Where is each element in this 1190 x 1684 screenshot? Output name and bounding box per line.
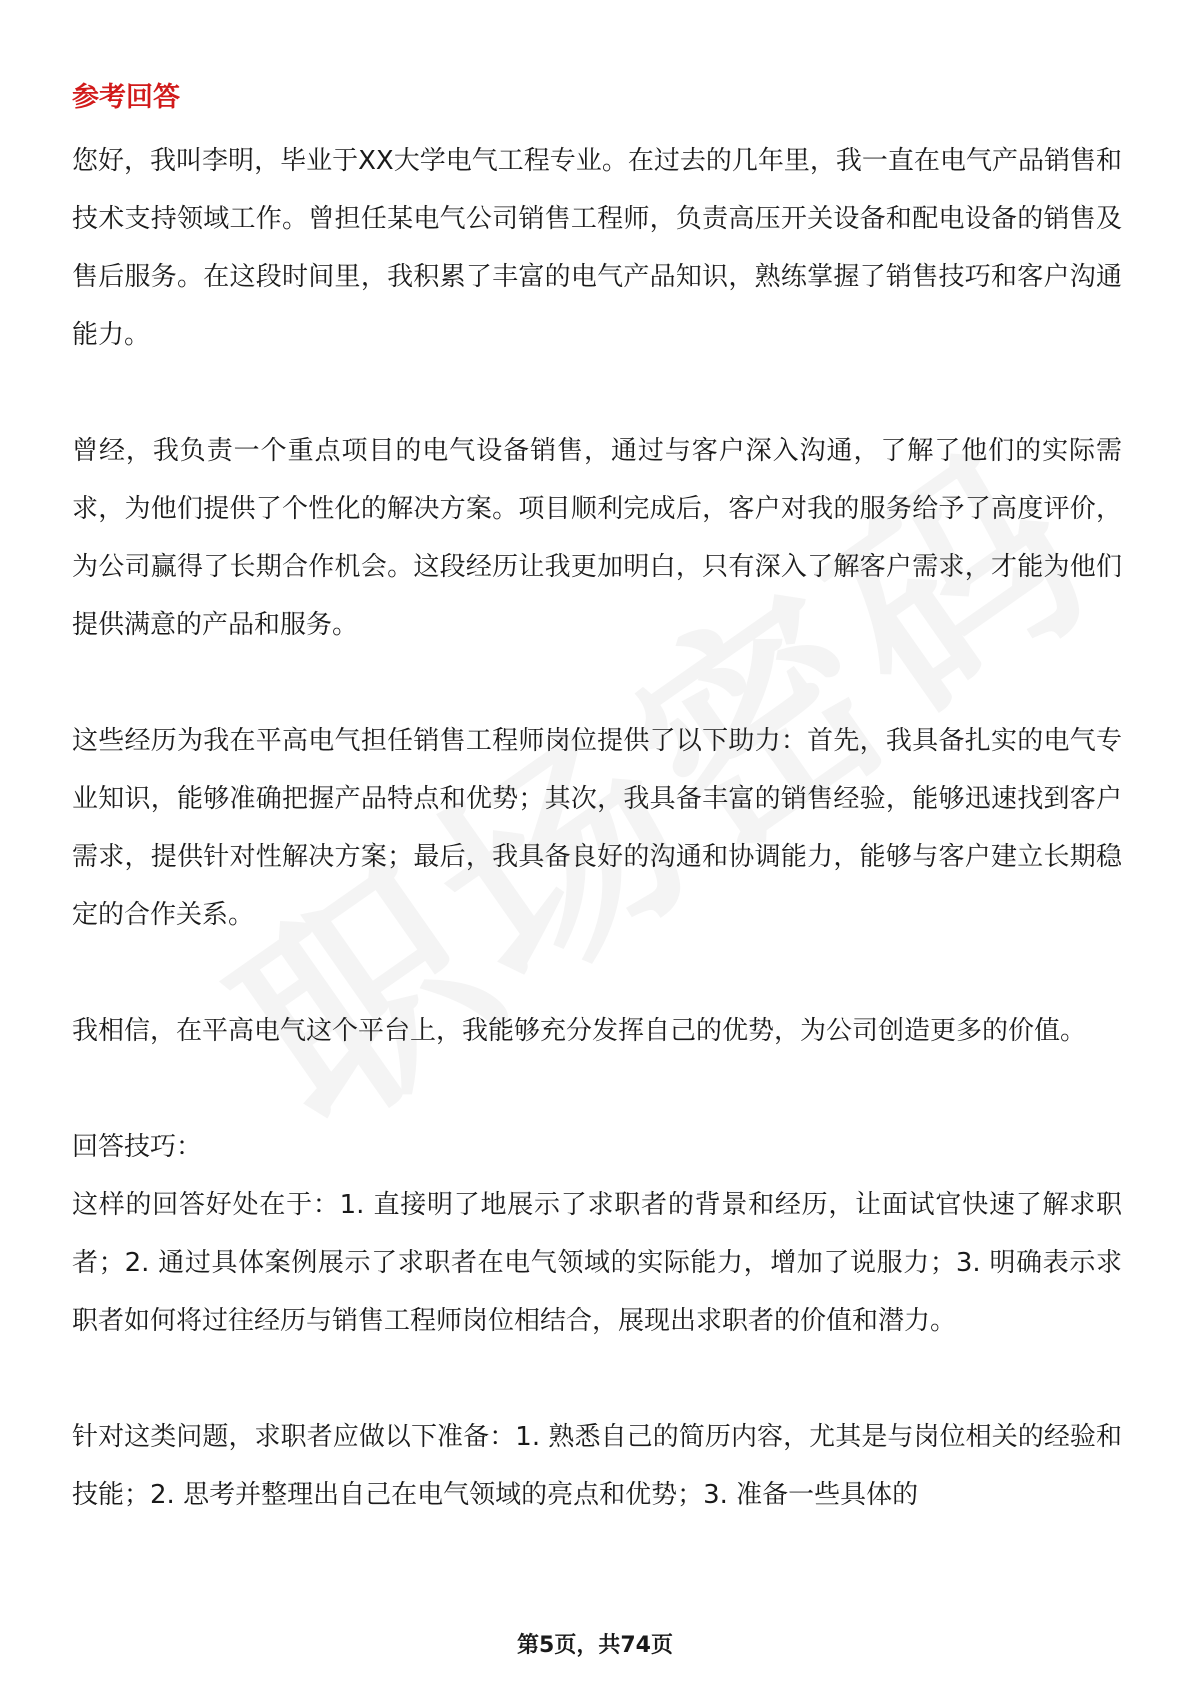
tips-label: 回答技巧： xyxy=(72,1132,203,1162)
document-body xyxy=(72,78,1122,1524)
paragraph-advantages: 这些经历为我在平高电气担任销售工程师岗位提供了以下助力：首先，我具备扎实的电气专业知识，能够准确把握产品特点和优势；其次，我具备丰富的销售经验，能够迅速找到客户需求，提供针对性解决方案；最后，我具备良好的沟通和协调能力，能够与客户建立长期稳定的合作关系。 xyxy=(72,726,1122,930)
paragraph-conclusion: 我相信，在平高电气这个平台上，我能够充分发挥自己的优势，为公司创造更多的价值。 xyxy=(72,1016,1087,1046)
page-number: 第5页，共74页 xyxy=(517,1633,673,1658)
preparation-text: 针对这类问题，求职者应做以下准备：1. 熟悉自己的简历内容，尤其是与岗位相关的经验和技能；2. 思考并整理出自己在电气领域的亮点和优势；3. 准备一些具体的 xyxy=(72,1422,1122,1510)
paragraph-intro: 您好，我叫李明，毕业于XX大学电气工程专业。在过去的几年里，我一直在电气产品销售和技术支持领域工作。曾担任某电气公司销售工程师，负责高压开关设备和配电设备的销售及售后服务。在这段时间里，我积累了丰富的电气产品知识，熟练掌握了销售技巧和客户沟通能力。 xyxy=(72,146,1122,350)
section-heading: 参考回答 xyxy=(72,82,180,113)
tips-text: 这样的回答好处在于：1. 直接明了地展示了求职者的背景和经历，让面试官快速了解求职者；2. 通过具体案例展示了求职者在电气领域的实际能力，增加了说服力；3. 明确表示求职者如何将过往经历与销售工程师岗位相结合，展现出求职者的价值和潜力。 xyxy=(72,1190,1122,1336)
paragraph-experience: 曾经，我负责一个重点项目的电气设备销售，通过与客户深入沟通，了解了他们的实际需求，为他们提供了个性化的解决方案。项目顺利完成后，客户对我的服务给予了高度评价，为公司赢得了长期合作机会。这段经历让我更加明白，只有深入了解客户需求，才能为他们提供满意的产品和服务。 xyxy=(72,436,1122,640)
